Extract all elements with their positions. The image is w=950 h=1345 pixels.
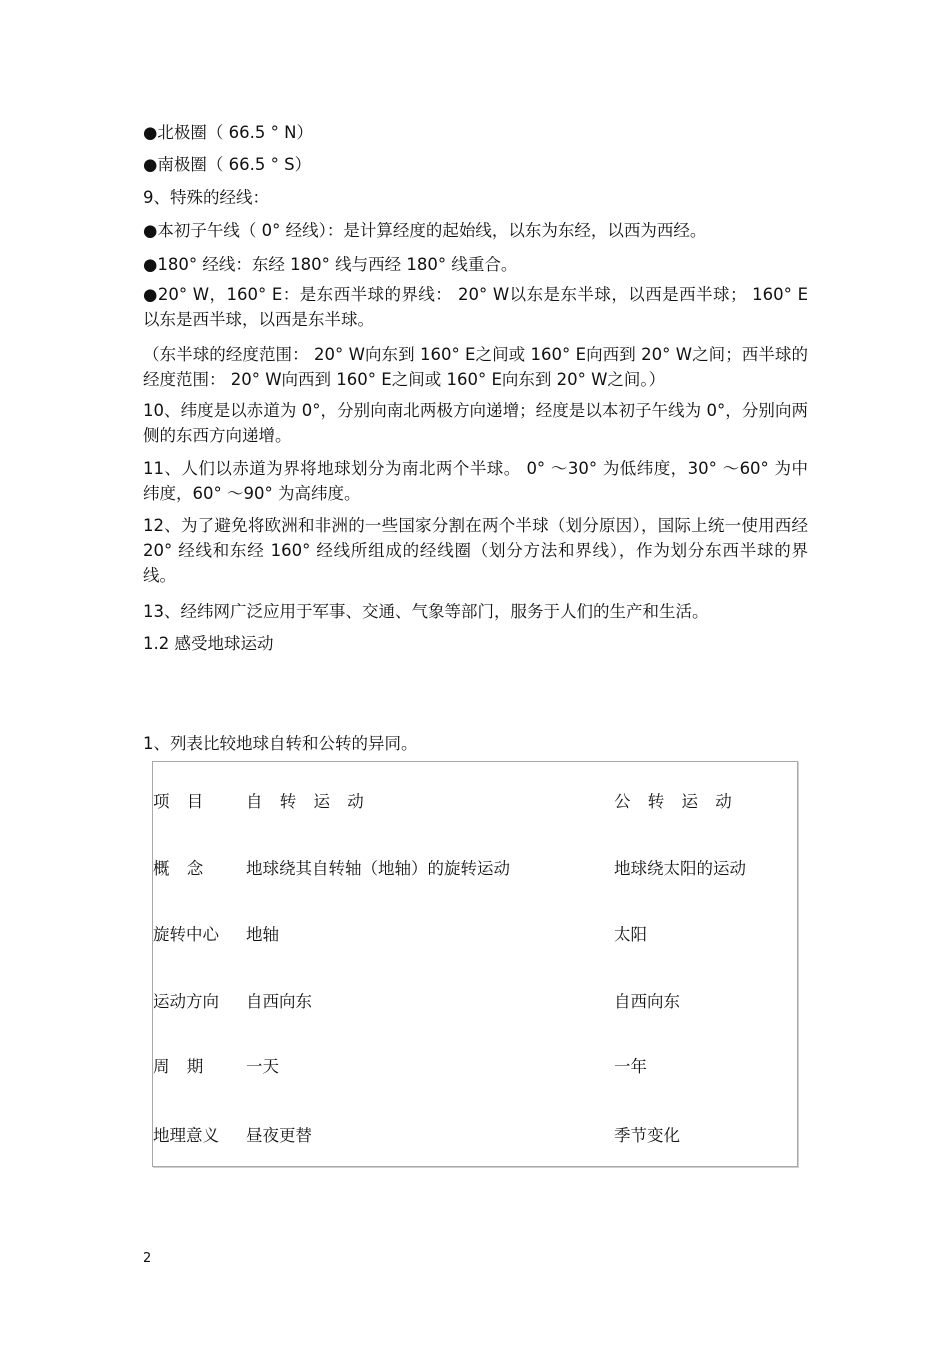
arctic-circle-line: ●北极圈（ 66.5 ° N） [143,123,313,142]
row-label: 运动方向 [153,992,219,1011]
latitude-longitude-paragraph: 10、纬度是以赤道为 0°，分别向南北两极方向递增；经度是以本初子午线为 0°，分别向两侧的东西方向递增。 [143,401,808,445]
meridian-180-line: ●180° 经线：东经 180° 线与西经 180° 线重合。 [143,255,518,274]
section-heading: 1.2 感受地球运动 [143,634,274,653]
rotation-value: 地轴 [246,925,279,944]
latitude-zones-paragraph: 11、人们以赤道为界将地球划分为南北两个半球。 0° ～30° 为低纬度，30° ～60° 为中纬度，60° ～90° 为高纬度。 [143,459,808,503]
grid-application-line: 13、经纬网广泛应用于军事、交通、气象等部门，服务于人们的生产和生活。 [143,602,709,621]
page-number: 2 [143,1251,152,1266]
prime-meridian-line: ●本初子午线（ 0° 经线）：是计算经度的起始线，以东为东经，以西为西经。 [143,221,707,240]
hemisphere-boundary-paragraph: ●20° W，160° E：是东西半球的界线： 20° W以东是东半球，以西是西半球； 160° E以东是西半球，以西是东半球。 [143,285,808,329]
revolution-value: 太阳 [614,925,647,944]
row-label: 周 期 [153,1057,210,1076]
header-item: 项 目 [153,792,210,811]
row-label: 概 念 [153,859,210,878]
header-rotation: 自 转 运 动 [246,792,370,811]
revolution-value: 地球绕太阳的运动 [614,859,746,878]
rotation-value: 自西向东 [246,992,312,1011]
header-revolution: 公 转 运 动 [614,792,738,811]
rotation-value: 一天 [246,1057,279,1076]
table-intro-line: 1、列表比较地球自转和公转的异同。 [143,734,418,753]
rotation-value: 地球绕其自转轴（地轴）的旋转运动 [246,859,510,878]
hemisphere-range-paragraph: （东半球的经度范围： 20° W向东到 160° E之间或 160° E向西到 20° W之间；西半球的经度范围： 20° W向西到 160° E之间或 160° E向东到 20° W之间。） [143,345,808,389]
row-label: 地理意义 [153,1126,219,1145]
revolution-value: 一年 [614,1057,647,1076]
rotation-value: 昼夜更替 [246,1126,312,1145]
revolution-value: 自西向东 [614,992,680,1011]
special-meridians-heading: 9、特殊的经线： [143,188,269,207]
hemisphere-division-paragraph: 12、为了避免将欧洲和非洲的一些国家分割在两个半球（划分原因），国际上统一使用西经 20° 经线和东经 160° 经线所组成的经线圈（划分方法和界线），作为划分东西半球的界线。 [143,516,808,585]
row-label: 旋转中心 [153,925,219,944]
rotation-revolution-table [152,761,798,1167]
antarctic-circle-line: ●南极圈（ 66.5 ° S） [143,155,312,174]
revolution-value: 季节变化 [614,1126,680,1145]
